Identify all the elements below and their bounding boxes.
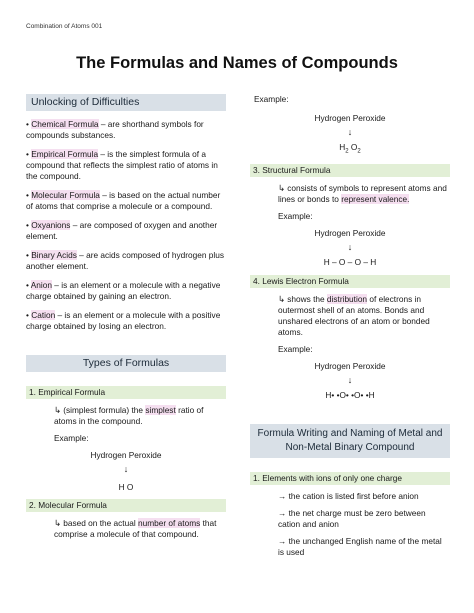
empirical-description: ↳ (simplest formula) the simplest ratio of atoms in the compound. [54,405,204,426]
term-item: • Chemical Formula – are shorthand symbols for compounds substances. [26,119,204,140]
term-item: • Anion – is an element or a molecule with a negative charge obtained by gaining an electron. [26,280,221,301]
example-compound: Hydrogen Peroxide [90,450,162,460]
term-definition: – is an element or a molecule with a positive charge obtained by losing an electron. [26,310,221,331]
molecular-section [26,499,226,540]
term-item: • Molecular Formula – is based on the actual number of atoms that comprise a molecule or a compound. [26,190,221,211]
down-arrow-icon: ↓ [347,241,353,252]
lewis-heading: 4. Lewis Electron Formula [250,275,450,288]
writing-heading: Formula Writing and Naming of Metal and Non-Metal Binary Compound [250,424,450,458]
rule-item: → the net charge must be zero between cation and anion [278,507,426,529]
example-label: Example: [278,343,313,354]
elements-heading: 1. Elements with ions of only one charge [250,472,450,485]
molecular-formula: $H_2$ $O_2$ [339,142,361,155]
highlight: represent valence. [341,193,410,204]
empirical-heading: 1. Empirical Formula [26,386,226,399]
term-item: • Cation – is an element or a molecule with a positive charge obtained by losing an electron. [26,310,221,331]
example-label: Example: [254,94,289,104]
highlight: number of atoms [138,518,201,528]
structural-section [250,164,450,268]
elements-section [250,472,450,558]
example-compound: Hydrogen Peroxide [314,360,386,371]
term-label: Binary Acids [31,250,77,260]
term-label: Cation [31,310,56,320]
term-definition: – is an element or a molecule with a negative charge obtained by gaining an electron. [26,280,221,301]
term-definition: – is the simplest formula of a compound that reflects the simplest ratio of atoms in the compound. [26,149,218,181]
term-definition: – are composed of oxygen and another element. [26,220,218,241]
term-definition: – are acids composed of hydrogen plus another element. [26,250,225,271]
example-formula: H O [118,482,134,492]
types-heading: Types of Formulas [26,355,226,372]
rule-item: → the unchanged English name of the metal is used [278,535,442,557]
unlocking-heading: Unlocking of Difficulties [26,94,226,111]
lewis-formula: H• •O• •O• •H [325,389,375,400]
highlight: distribution [326,293,368,304]
structural-formula: H – O – O – H [323,256,377,267]
page-label: Combination of Atoms 001 [26,23,103,30]
structural-heading: 3. Structural Formula [250,164,450,177]
terms-list [26,119,226,332]
right-column [250,94,450,558]
term-item: • Binary Acids – are acids composed of hydrogen plus another element. [26,250,225,271]
highlight: simplest [145,405,176,415]
example-label: Example: [278,210,313,221]
document-title: The Formulas and Names of Compounds [76,54,398,72]
example-compound: Hydrogen Peroxide [314,113,386,123]
empirical-section [26,386,226,493]
example-compound: Hydrogen Peroxide [314,227,386,238]
down-arrow-icon: ↓ [123,464,129,474]
term-item: • Oxyanions – are composed of oxygen and another element. [26,220,218,241]
molecular-description: ↳ based on the actual number of atoms that comprise a molecule of that compound. [54,518,217,539]
term-item: • Empirical Formula – is the simplest formula of a compound that reflects the simplest ratio of atoms in the compound. [26,149,218,181]
lewis-description: ↳ shows the distribution of electrons in outermost shell of an atoms. Bonds and unshared electrons of an atom or bonded atoms. [278,293,430,337]
structural-description: ↳ consists of symbols to represent atoms and lines or bonds to represent valence. [278,182,447,204]
term-label: Chemical Formula [31,119,99,129]
term-definition: – is based on the actual number of atoms that comprise a molecule or a compound. [26,190,221,211]
term-label: Anion [30,280,52,290]
term-label: Empirical Formula [31,149,99,159]
lewis-section [250,275,450,401]
molecular-heading: 2. Molecular Formula [26,499,226,512]
down-arrow-icon: ↓ [347,374,353,385]
left-column [26,94,226,540]
term-label: Oxyanions [31,220,71,230]
term-label: Molecular Formula [31,190,100,200]
term-definition: – are shorthand symbols for compounds substances. [26,119,204,140]
rule-item: → the cation is listed first before anion [278,490,419,501]
example-label: Example: [54,433,89,443]
down-arrow-icon: ↓ [347,127,353,137]
